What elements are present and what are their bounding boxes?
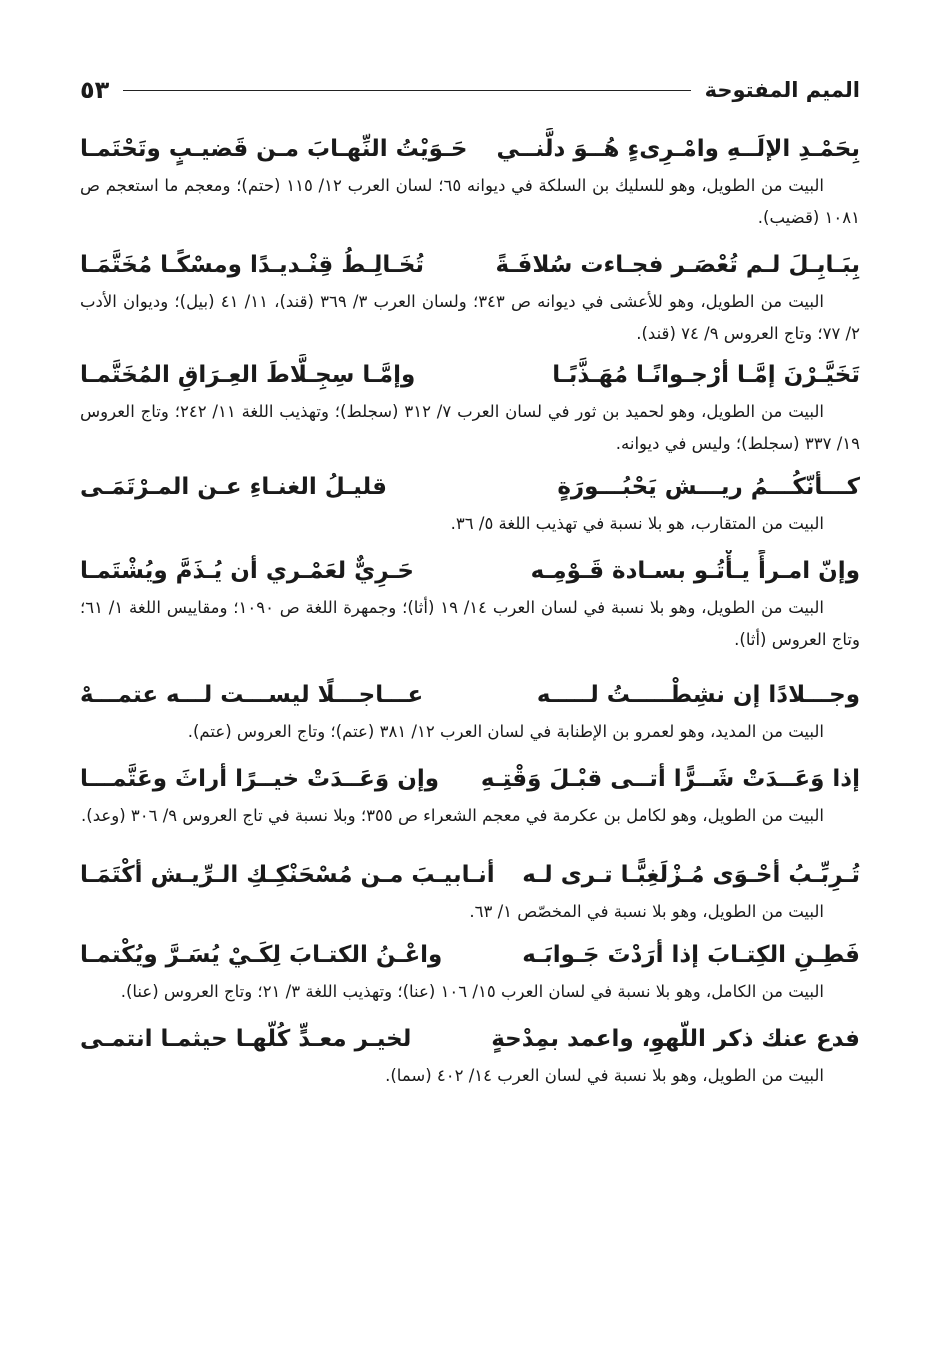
verse-first-hemistich: تُـرِبِّـبُ أحْـوَى مُـزْلَغِبًّـا تـرى لـه: [522, 862, 860, 888]
verse-line: [80, 550, 860, 592]
verse-entries: [80, 122, 860, 1096]
running-title: الميم المفتوحة: [704, 78, 860, 102]
verse-source-note: البيت من الطويل، وهو للسليك بن السلكة في ديوانه ٦٥؛ لسان العرب ١٢/ ١١٥ (حتم)؛ ومعجم ما استعجم ص ١٠٨١ (قضيب).: [80, 176, 860, 227]
verse-first-hemistich: إذا وَعَــدَتْ شَــرًّا أتــى قبْـلَ وَقْتِـهِ: [480, 766, 860, 792]
verse-source-note: البيت من الطويل، وهو بلا نسبة في المخصّص ١/ ٦٣.: [469, 902, 824, 921]
verse-line: [80, 854, 860, 896]
verse-line: [80, 1018, 860, 1060]
verse-source-note: البيت من الطويل، وهو لحميد بن ثور في لسان العرب ٧/ ٣١٢ (سجلط)؛ وتهذيب اللغة ١١/ ٢٤٢؛ وتاج العروس ١٩/ ٣٣٧ (سجلط)؛ وليس في ديوانه.: [80, 402, 860, 453]
verse-entry: [80, 244, 860, 350]
verse-source-note: البيت من المديد، وهو لعمرو بن الإطنابة في لسان العرب ١٢/ ٣٨١ (عتم)؛ وتاج العروس (عتم).: [187, 722, 824, 741]
verse-second-hemistich: وإن وَعَــدَتْ خيــرًا أراثَ وعَتَّمـــا: [80, 766, 440, 792]
verse-second-hemistich: قليـلُ الغنـاءِ عـن المـرْتَمَـى: [80, 474, 387, 500]
verse-first-hemistich: وإنّ امـرأً يـأْتُـو بسـادة قَـوْمِـه: [530, 558, 860, 584]
verse-entry: [80, 758, 860, 832]
verse-second-hemistich: تُخَـالِـطُ قِنْـديـدًا ومسْكًـا مُخَتَّمَـا: [80, 252, 425, 278]
verse-source-note: البيت من الكامل، وهو بلا نسبة في لسان العرب ١٥/ ١٠٦ (عنا)؛ وتهذيب اللغة ٣/ ٢١؛ وتاج العروس (عنا).: [120, 982, 824, 1001]
verse-second-hemistich: لخيـر معـدٍّ كُلّهـا حيثمـا انتمـى: [80, 1026, 412, 1052]
verse-first-hemistich: فدع عنك ذكر اللّهوِ، واعمد بمِدْحةٍ: [491, 1026, 860, 1052]
header-rule: [123, 90, 690, 91]
verse-source-note: البيت من الطويل، وهو بلا نسبة في لسان العرب ١٤/ ١٩ (أثا)؛ وجمهرة اللغة ص ١٠٩٠؛ ومقاييس اللغة ١/ ٦١؛ وتاج العروس (أثا).: [80, 598, 860, 649]
verse-second-hemistich: حَـوَيْتُ النِّهـابَ مـن قَضيـبٍ وتَحْتَمـا: [80, 136, 468, 162]
verse-line: [80, 128, 860, 170]
verse-second-hemistich: وإمَّـا سِجِـلَّاطَ العِـرَاقِ المُخَتَّمـا: [80, 362, 416, 388]
verse-entry: [80, 354, 860, 460]
verse-line: [80, 466, 860, 508]
page-header: [80, 70, 860, 110]
verse-first-hemistich: فَطِـنِ الكِتـابَ إذا أرَدْتَ جَـوابَـه: [522, 942, 860, 968]
verse-source-note: البيت من الطويل، وهو لكامل بن عكرمة في معجم الشعراء ص ٣٥٥؛ وبلا نسبة في تاج العروس ٩/ ٣٠٦ (وعد).: [81, 806, 824, 825]
verse-entry: [80, 854, 860, 928]
verse-source-note: البيت من الطويل، وهو بلا نسبة في لسان العرب ١٤/ ٤٠٢ (سما).: [385, 1066, 824, 1085]
page-number: ٥٣: [80, 76, 110, 104]
verse-first-hemistich: وجـــلادًا إن نشِطْـــــتُ لـــــه: [536, 682, 860, 708]
verse-line: [80, 354, 860, 396]
verse-entry: [80, 466, 860, 540]
verse-entry: [80, 550, 860, 656]
verse-line: [80, 244, 860, 286]
verse-first-hemistich: بِحَمْـدِ الإلَــهِ وامْـرِىءٍ هُــوَ دلَّنــي: [496, 136, 860, 162]
verse-first-hemistich: تَخَيَّـرْنَ إمَّـا أرْجـوانًـا مُهَـذَّبًـا: [552, 362, 860, 388]
verse-line: [80, 758, 860, 800]
verse-source-note: البيت من الطويل، وهو للأعشى في ديوانه ص ٣٤٣؛ ولسان العرب ٣/ ٣٦٩ (قند)، ١١/ ٤١ (بيل)؛ وديوان الأدب ٢/ ٧٧؛ وتاج العروس ٩/ ٧٤ (قند).: [80, 292, 860, 343]
verse-first-hemistich: بِبَـابِـلَ لـم تُعْصَـر فجـاءت سُلافَـةً: [495, 252, 860, 278]
verse-entry: [80, 128, 860, 234]
verse-second-hemistich: واعْـنُ الكتـابَ لِكَـيْ يُسَـرَّ ويُكْتمـا: [80, 942, 443, 968]
verse-entry: [80, 674, 860, 748]
verse-second-hemistich: حَـرِيٌّ لعَمْـري أن يُـذَمَّ ويُشْتَمـا: [80, 558, 414, 584]
verse-line: [80, 934, 860, 976]
verse-source-note: البيت من المتقارب، هو بلا نسبة في تهذيب اللغة ٥/ ٣٦.: [450, 514, 824, 533]
verse-line: [80, 674, 860, 716]
verse-second-hemistich: أنـابيـبَ مـن مُسْحَنْكِـكِ الـرِّيـش أكْتَمَـا: [80, 862, 495, 888]
verse-entry: [80, 934, 860, 1008]
verse-second-hemistich: عـــاجـــلًا ليســـت لـــه عتمـــهْ: [80, 682, 424, 708]
verse-entry: [80, 1018, 860, 1092]
verse-first-hemistich: كـــأنّكُـــمُ ريـــش يَحْبُـــورَةٍ: [557, 474, 860, 500]
